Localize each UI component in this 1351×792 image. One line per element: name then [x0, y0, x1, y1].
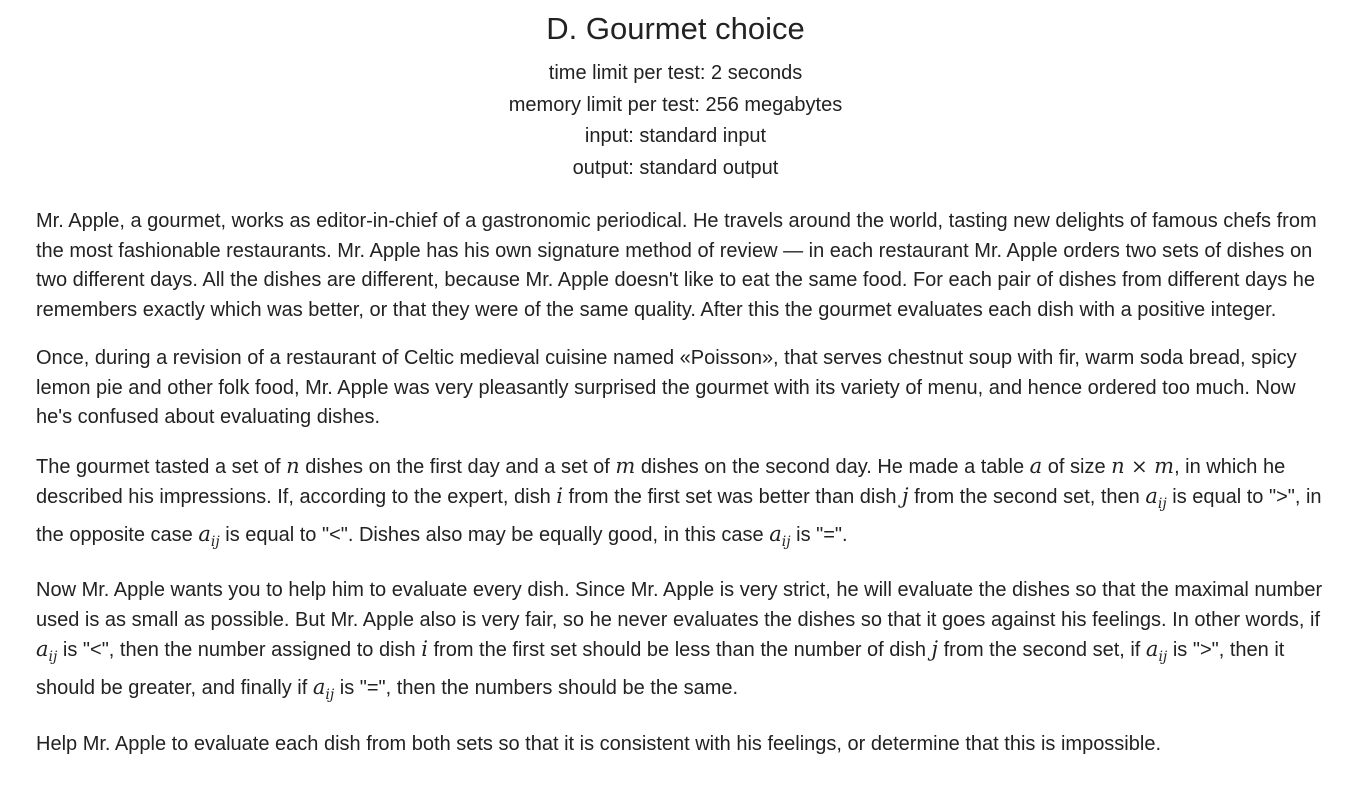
text: dishes on the second day. He made a table: [635, 455, 1030, 478]
output-spec: output: standard output: [572, 156, 779, 179]
math-base: a: [1145, 637, 1159, 662]
math-subscript: ij: [1157, 496, 1167, 513]
statement-body: [36, 207, 1332, 778]
math-var-m: m: [615, 453, 636, 478]
math-subscript: ij: [210, 533, 220, 550]
math-base: a: [198, 521, 211, 546]
text: from the first set should be less than the number of dish: [427, 639, 932, 662]
math-var-i: i: [421, 637, 428, 662]
text: , in which he described his impressions. If, according to the expert, dish: [36, 455, 1286, 508]
text: is "=".: [790, 523, 848, 546]
text: is equal to "<". Dishes also may be equally good, in this case: [219, 523, 770, 546]
time-limit: time limit per test: 2 seconds: [548, 62, 803, 84]
text: Now Mr. Apple wants you to help him to evaluate every dish. Since Mr. Apple is very strict, he will evaluate the dishes so that the maximal number used is as small as possible. But Mr. Apple also is very fair, so he never evaluates the dishes so that it goes against his feelings. In other words, if: [36, 579, 1323, 631]
math-subscript: ij: [48, 649, 58, 666]
math-base: a: [769, 521, 782, 546]
text: is "=", then the numbers should be the same.: [334, 677, 739, 700]
math-subscript: ij: [1158, 649, 1168, 666]
text: is "<", then the number assigned to dish: [57, 639, 422, 662]
problem-title: D. Gourmet choice: [546, 11, 805, 46]
text: of size: [1042, 455, 1112, 478]
math-subscript: ij: [325, 687, 335, 704]
paragraph-rules: [36, 576, 1332, 710]
math-var-aij: [769, 521, 791, 550]
text: from the second set, if: [938, 639, 1146, 662]
math-var-m: m: [1154, 453, 1175, 478]
input-spec: input: standard input: [584, 125, 767, 147]
math-var-aij: [198, 521, 220, 550]
memory-limit: memory limit per test: 256 megabytes: [508, 93, 843, 116]
math-times: ×: [1124, 453, 1155, 478]
text: from the second set, then: [908, 486, 1146, 508]
text: from the first set was better than dish: [562, 486, 903, 508]
math-base: a: [1145, 484, 1158, 508]
paragraph-task: Help Mr. Apple to evaluate each dish from both sets so that it is consistent with his feelings, or determine that this is impossible.: [36, 732, 1161, 755]
paragraph-restaurant: Once, during a revision of a restaurant of Celtic medieval cuisine named «Poisson», that serves chestnut soup with fir, warm soda bread, spicy lemon pie and other folk food, Mr. Apple was very pleasantly surprised the gourmet with its variety of menu, and hence ordered too much. Now he's confused about evaluating dishes.: [36, 347, 1297, 428]
math-var-aij: [1145, 484, 1167, 513]
text: The gourmet tasted a set of: [36, 455, 287, 478]
math-base: a: [312, 675, 326, 700]
math-var-aij: [36, 637, 58, 666]
math-var-aij: [312, 675, 335, 704]
math-subscript: ij: [781, 533, 791, 550]
math-var-n: n: [286, 453, 300, 478]
math-var-j: j: [902, 484, 909, 508]
math-var-i: i: [556, 484, 563, 508]
math-var-j: j: [931, 637, 939, 662]
text: is equal to ">", in the opposite case: [36, 486, 1322, 546]
paragraph-intro: Mr. Apple, a gourmet, works as editor-in-chief of a gastronomic periodical. He travels around the world, tasting new delights of famous chefs from the most fashionable restaurants. Mr. Apple has his own signature method of review — in each restaurant Mr. Apple orders two sets of dishes on two different days. All the dishes are different, because Mr. Apple doesn't like to eat the same food. For each pair of dishes from different days he remembers exactly which was better, or that they were of the same quality. After this the gourmet evaluates each dish with a positive integer.: [36, 210, 1317, 321]
text: dishes on the first day and a set of: [299, 455, 616, 478]
problem-header: [0, 0, 1351, 184]
math-var-aij: [1145, 637, 1168, 666]
math-var-n: n: [1111, 453, 1125, 478]
text: is ">", then it should be greater, and finally if: [36, 639, 1285, 700]
math-base: a: [36, 637, 49, 662]
math-var-a: a: [1029, 453, 1043, 478]
paragraph-table: [36, 452, 1332, 558]
